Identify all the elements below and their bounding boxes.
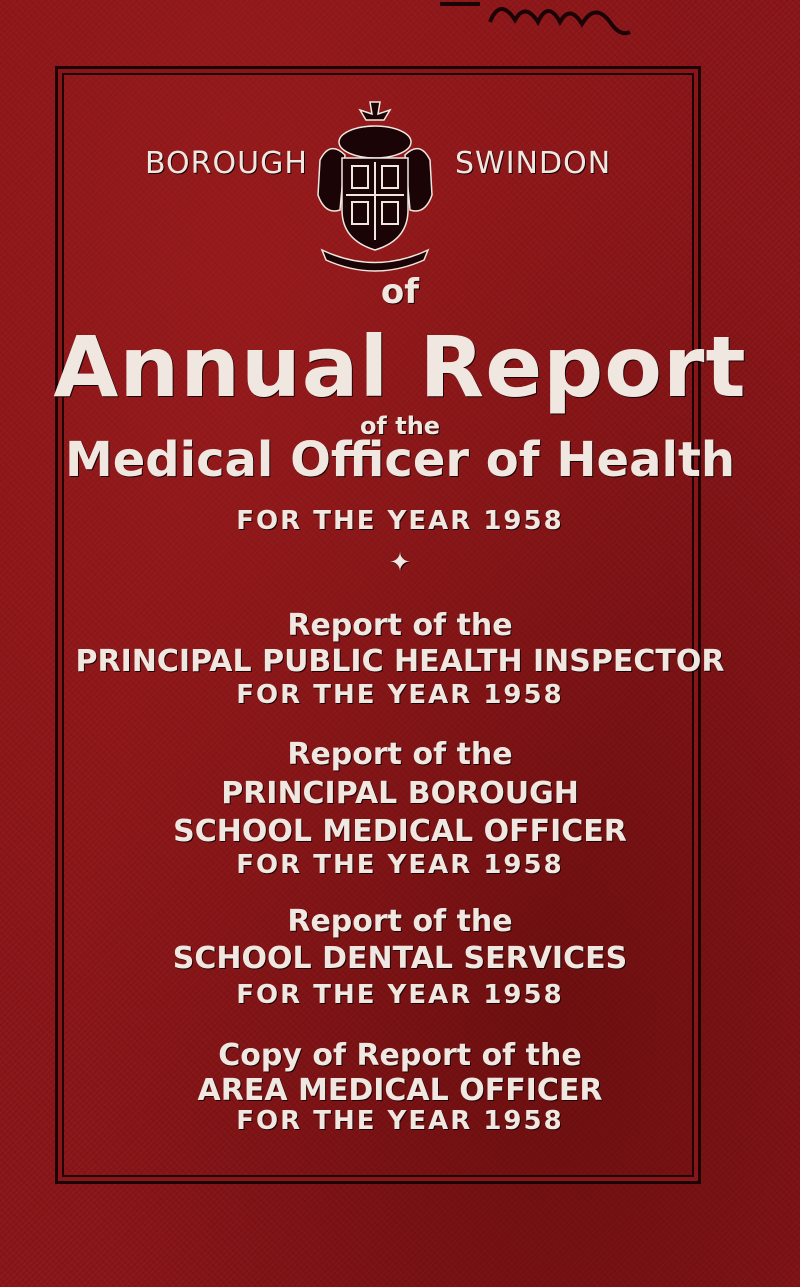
borough-label: BOROUGH — [145, 146, 308, 181]
section-year: FOR THE YEAR 1958 — [236, 680, 564, 710]
diamond-separator-icon: ✦ — [389, 548, 411, 578]
report-subtitle: Medical Officer of Health — [64, 432, 736, 488]
section-heading: SCHOOL MEDICAL OFFICER — [173, 814, 627, 849]
section-heading: SCHOOL DENTAL SERVICES — [172, 941, 628, 976]
section-heading: AREA MEDICAL OFFICER — [197, 1073, 603, 1108]
section-heading: PRINCIPAL BOROUGH — [221, 776, 579, 811]
section-intro: Copy of Report of the — [218, 1038, 582, 1073]
of-the-label: of the — [359, 412, 441, 440]
section-intro: Report of the — [287, 904, 513, 939]
handwritten-annotation — [420, 0, 650, 42]
coat-of-arms-icon — [300, 100, 450, 280]
section-heading: PRINCIPAL PUBLIC HEALTH INSPECTOR — [75, 644, 725, 679]
of-label: of — [380, 272, 420, 312]
section-intro: Report of the — [287, 608, 513, 643]
section-year: FOR THE YEAR 1958 — [236, 1106, 564, 1136]
report-title: Annual Report — [53, 318, 747, 416]
title-year: FOR THE YEAR 1958 — [236, 506, 564, 536]
section-year: FOR THE YEAR 1958 — [236, 980, 564, 1010]
section-year: FOR THE YEAR 1958 — [236, 850, 564, 880]
section-intro: Report of the — [287, 737, 513, 772]
town-label: SWINDON — [455, 146, 612, 181]
